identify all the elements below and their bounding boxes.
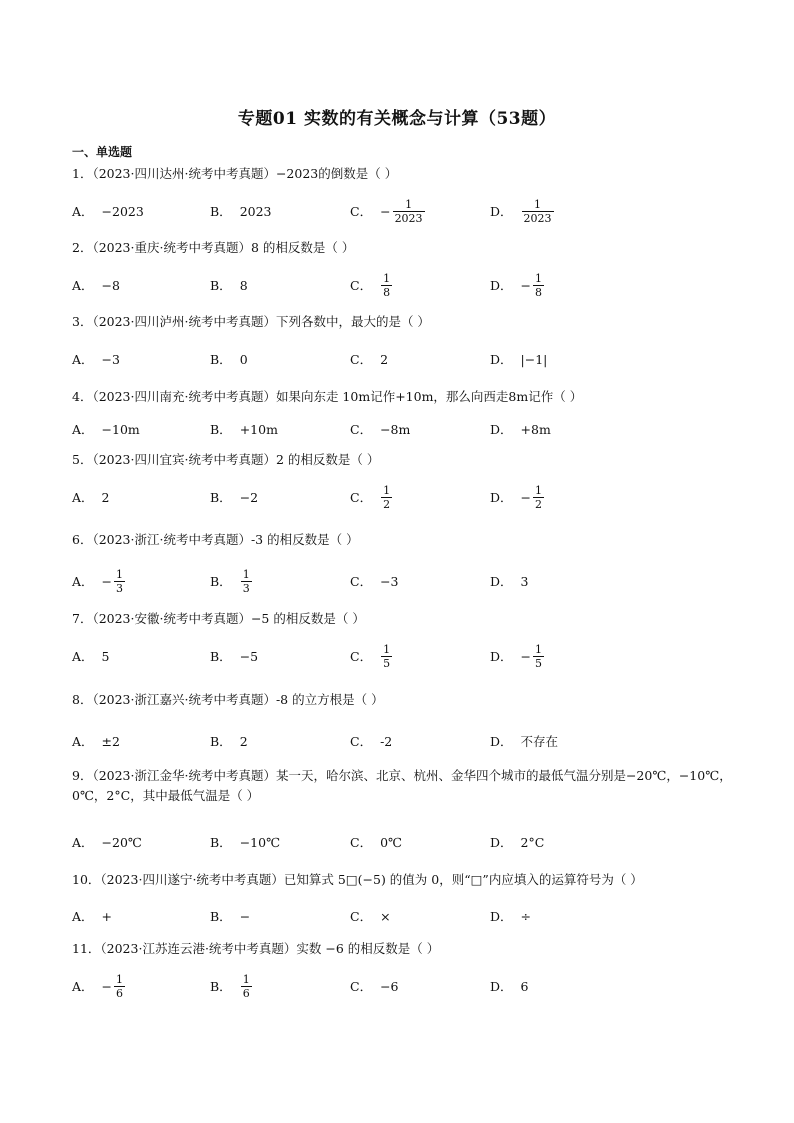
option-letter: A． [72,909,94,924]
option-row [72,899,732,933]
question-text: 9．（2023·浙江金华·统考中考真题）某一天，哈尔滨、北京、杭州、金华四个城市的最低气温分别是−20℃，−10℃，0℃，2°C，其中最低气温是（ ） [72,768,732,803]
option-letter: A． [72,979,94,994]
fraction-denominator: 5 [383,656,391,670]
answer-option [350,899,391,933]
answer-option [210,480,258,514]
fraction-numerator: 1 [116,567,124,581]
option-letter: C． [350,835,373,850]
option-letter: C． [350,734,373,749]
option-letter: A． [72,422,94,437]
fraction [533,484,544,511]
question-text: 7．（2023·安徽·统考中考真题）−5 的相反数是（ ） [72,611,365,626]
option-value: 2°C [520,834,545,850]
fraction-numerator: 1 [535,642,543,656]
option-value: 0℃ [380,834,403,850]
option-value: −3 [101,351,120,367]
option-value: 3 [520,573,529,589]
answer-option [350,480,392,514]
fraction-numerator: 1 [405,197,413,211]
option-value: −2 [239,489,259,505]
option-letter: B． [210,979,232,994]
fraction-denominator: 2023 [394,211,423,225]
answer-option [490,194,554,228]
answer-option [72,969,125,1003]
option-letter: C． [350,204,373,219]
option-row [72,564,732,598]
page-title: 专题01 实数的有关概念与计算（53题） [237,109,557,129]
option-letter: D． [490,909,513,924]
option-letter: A． [72,649,94,664]
fraction-denominator: 5 [535,656,543,670]
answer-option [490,724,558,758]
option-letter: D． [490,352,513,367]
fraction [381,484,392,511]
answer-option [490,825,544,859]
fraction-denominator: 2023 [523,211,552,225]
answer-option [72,724,120,758]
answer-option [490,639,544,673]
question-text: 1．（2023·四川达州·统考中考真题）−2023的倒数是（ ） [72,166,398,181]
option-row [72,194,732,228]
answer-option [210,724,248,758]
option-row [72,342,732,376]
answer-option [490,268,544,302]
answer-option [350,194,425,228]
option-letter: D． [490,979,513,994]
answer-option [210,969,252,1003]
answer-option [490,412,551,446]
option-value: 不存在 [520,734,559,749]
answer-option [350,412,410,446]
option-sign: − [520,648,532,664]
option-sign: − [101,573,113,589]
option-letter: C． [350,909,373,924]
option-row [72,639,732,673]
option-letter: B． [210,422,232,437]
option-value: −6 [380,978,399,994]
fraction-denominator: 6 [116,986,124,1000]
answer-option [210,564,252,598]
fraction-numerator: 1 [535,271,543,285]
option-value: 2 [380,351,389,367]
option-value: −5 [239,648,259,664]
fraction [393,198,425,225]
option-letter: A． [72,352,94,367]
fraction [241,568,252,595]
option-letter: A． [72,204,94,219]
answer-option [72,899,112,933]
option-letter: A． [72,278,94,293]
question-text: 2．（2023·重庆·统考中考真题）8 的相反数是（ ） [72,240,355,255]
option-sign: − [101,978,113,994]
fraction-numerator: 1 [383,642,391,656]
option-letter: A． [72,835,94,850]
option-value: × [380,908,391,924]
option-value: +10m [239,421,278,437]
answer-option [72,480,109,514]
fraction [114,568,125,595]
option-letter: D． [490,734,513,749]
option-value: −20℃ [101,834,142,850]
fraction-denominator: 8 [383,285,391,299]
option-sign: − [520,489,532,505]
option-value: 2 [239,733,248,749]
option-value: −2023 [101,203,144,219]
option-letter: C． [350,574,373,589]
answer-option [210,639,258,673]
answer-option [72,412,140,446]
option-sign: − [380,203,391,219]
answer-option [72,194,144,228]
option-letter: A． [72,574,94,589]
option-letter: C． [350,278,373,293]
answer-option [72,564,125,598]
fraction [381,643,392,670]
option-value: + [101,908,113,924]
answer-option [210,194,272,228]
answer-option [350,825,402,859]
fraction-numerator: 1 [116,972,124,986]
option-letter: C． [350,649,373,664]
question-text: 6．（2023·浙江·统考中考真题）-3 的相反数是（ ） [72,532,359,547]
answer-option [210,825,280,859]
answer-option [490,564,528,598]
option-value: 0 [239,351,248,367]
option-letter: B． [210,352,232,367]
question-text: 3．（2023·四川泸州·统考中考真题）下列各数中，最大的是（ ） [72,314,430,329]
option-value: -2 [380,733,393,749]
answer-option [210,412,278,446]
option-value: +8m [520,421,551,437]
question-text: 10．（2023·四川遂宁·统考中考真题）已知算式 5□(−5) 的值为 0，则“□”内应填入的运算符号为（ ） [72,872,643,887]
option-letter: B． [210,278,232,293]
option-letter: C． [350,352,373,367]
option-value: −8m [380,421,411,437]
option-letter: C． [350,422,373,437]
answer-option [350,564,399,598]
option-letter: D． [490,574,513,589]
option-letter: B． [210,835,232,850]
answer-option [350,268,392,302]
option-letter: D． [490,835,513,850]
option-value: 8 [239,277,248,293]
option-letter: B． [210,204,232,219]
answer-option [350,639,392,673]
fraction [241,973,252,1000]
option-letter: D． [490,490,513,505]
fraction [522,198,554,225]
answer-option [72,268,120,302]
question-text: 8．（2023·浙江嘉兴·统考中考真题）-8 的立方根是（ ） [72,692,384,707]
option-letter: A． [72,734,94,749]
option-row [72,412,732,446]
fraction [381,272,392,299]
option-row [72,480,732,514]
fraction-numerator: 1 [383,271,391,285]
option-value: ÷ [520,908,532,924]
fraction-denominator: 2 [535,497,543,511]
fraction-numerator: 1 [242,972,250,986]
fraction [114,973,125,1000]
answer-option [490,342,547,376]
answer-option [350,969,399,1003]
option-letter: D． [490,649,513,664]
option-value: 5 [101,648,110,664]
answer-option [210,268,248,302]
fraction-numerator: 1 [383,483,391,497]
option-value: |−1| [520,351,548,367]
option-letter: B． [210,909,232,924]
answer-option [350,342,388,376]
option-letter: C． [350,979,373,994]
answer-option [72,342,120,376]
fraction-numerator: 1 [535,483,543,497]
fraction-numerator: 1 [534,197,542,211]
answer-option [490,899,531,933]
option-letter: B． [210,649,232,664]
option-row [72,268,732,302]
option-value: −10m [101,421,140,437]
fraction [533,272,544,299]
answer-option [490,480,544,514]
option-letter: B． [210,734,232,749]
option-value: −3 [380,573,399,589]
fraction-denominator: 3 [242,581,250,595]
question-text: 4．（2023·四川南充·统考中考真题）如果向东走 10m记作+10m，那么向西走8m记作（ ） [72,389,583,404]
option-value: ±2 [101,733,120,749]
fraction-numerator: 1 [242,567,250,581]
fraction [533,643,544,670]
answer-option [350,724,392,758]
option-letter: B． [210,490,232,505]
fraction-denominator: 6 [242,986,250,1000]
option-sign: − [520,277,532,293]
option-letter: C． [350,490,373,505]
option-value: − [239,908,251,924]
answer-option [210,342,248,376]
option-value: −8 [101,277,120,293]
answer-option [210,899,250,933]
option-value: 2 [101,489,110,505]
fraction-denominator: 8 [535,285,543,299]
option-row [72,825,732,859]
fraction-denominator: 2 [383,497,391,511]
option-letter: B． [210,574,232,589]
fraction-denominator: 3 [116,581,124,595]
option-letter: D． [490,422,513,437]
option-letter: A． [72,490,94,505]
answer-option [490,969,528,1003]
option-row [72,724,732,758]
option-letter: D． [490,204,513,219]
section-heading: 一、单选题 [72,145,133,159]
option-value: 6 [520,978,529,994]
option-letter: D． [490,278,513,293]
option-value: 2023 [239,203,272,219]
answer-option [72,825,142,859]
option-row [72,969,732,1003]
question-text: 5．（2023·四川宜宾·统考中考真题）2 的相反数是（ ） [72,452,380,467]
option-value: −10℃ [239,834,281,850]
answer-option [72,639,109,673]
question-text: 11．（2023·江苏连云港·统考中考真题）实数 −6 的相反数是（ ） [72,941,440,956]
